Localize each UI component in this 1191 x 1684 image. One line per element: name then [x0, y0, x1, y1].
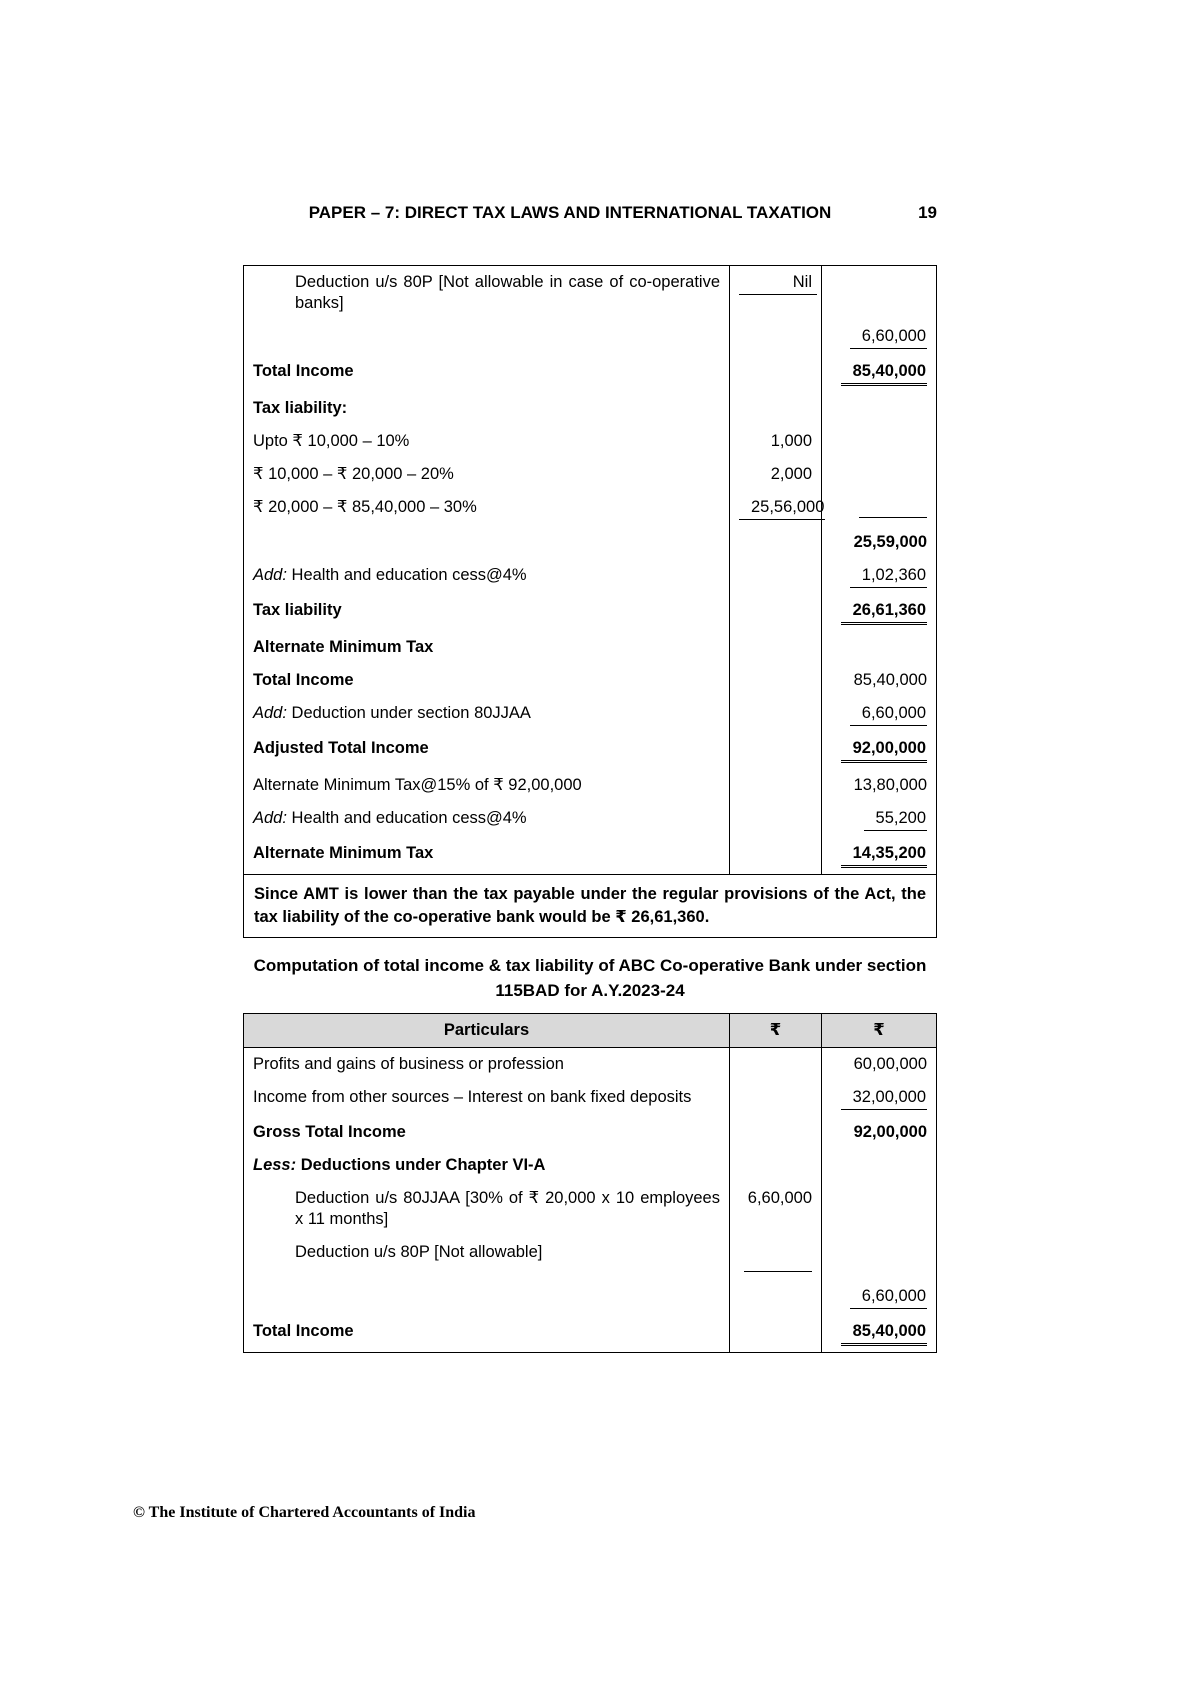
table-row — [244, 594, 936, 631]
table-row — [244, 802, 936, 837]
amount-value: 85,40,000 — [841, 361, 927, 386]
table-header-row — [244, 1014, 936, 1048]
amount-value: Nil — [739, 272, 817, 295]
table-row — [244, 491, 936, 526]
amount-value: 1,02,360 — [850, 565, 927, 588]
section-title — [243, 953, 937, 1003]
row-label: Deduction u/s 80JJAA [30% of ₹ 20,000 x 10 employees x 11 months] — [295, 1189, 720, 1228]
amount-cell — [821, 266, 936, 320]
amount-value: 2,000 — [770, 465, 812, 483]
row-label — [244, 526, 729, 559]
row-label — [244, 1280, 729, 1315]
row-label-prefix: Less: — [253, 1156, 297, 1174]
amount-cell — [729, 559, 821, 594]
table-row — [244, 458, 936, 491]
amount-value: 55,200 — [864, 808, 927, 831]
row-label: Alternate Minimum Tax — [253, 844, 434, 862]
amount-cell — [821, 1081, 936, 1116]
row-label-text: Health and education cess@4% — [286, 809, 527, 827]
amount-cell — [821, 1048, 936, 1081]
sum-rule-line — [744, 1271, 812, 1272]
tax-computation-table-1 — [243, 265, 937, 875]
amount-value: 32,00,000 — [841, 1087, 927, 1110]
row-label: Income from other sources – Interest on bank fixed deposits — [253, 1088, 692, 1106]
amount-cell — [729, 697, 821, 732]
page-header — [243, 203, 937, 223]
section-title-line2: 115BAD for A.Y.2023-24 — [495, 981, 685, 1000]
row-label-text: Deduction under section 80JJAA — [286, 704, 531, 722]
amount-cell — [821, 631, 936, 664]
row-label-prefix: Add: — [253, 704, 287, 722]
amount-cell — [729, 392, 821, 425]
table-row — [244, 526, 936, 559]
amount-value: 60,00,000 — [853, 1055, 927, 1073]
amount-cell — [821, 697, 936, 732]
row-label: Deduction u/s 80P [Not allowable in case of co-operative banks] — [295, 273, 720, 312]
amount-cell — [821, 769, 936, 802]
row-label — [244, 1149, 729, 1182]
amount-value: 6,60,000 — [850, 703, 927, 726]
amount-cell — [729, 837, 821, 874]
amount-cell — [821, 491, 936, 526]
table-row — [244, 559, 936, 594]
row-label: Tax liability — [253, 601, 342, 619]
row-label: Adjusted Total Income — [253, 739, 429, 757]
amount-value: 25,59,000 — [853, 533, 927, 551]
table-row — [244, 1149, 936, 1182]
amount-cell — [729, 732, 821, 769]
amount-cell — [729, 664, 821, 697]
amount-cell — [821, 802, 936, 837]
page-content — [243, 265, 937, 1353]
amount-cell — [729, 1081, 821, 1116]
amount-value: 92,00,000 — [853, 1123, 927, 1141]
amount-cell — [729, 1315, 821, 1352]
amount-value: 6,60,000 — [850, 1286, 927, 1309]
amount-cell — [821, 732, 936, 769]
page-number: 19 — [918, 203, 937, 222]
amount-cell — [821, 559, 936, 594]
copyright-footer: © The Institute of Chartered Accountants of India — [133, 1504, 476, 1521]
amount-cell — [821, 1280, 936, 1315]
table-row — [244, 697, 936, 732]
row-label: Total Income — [253, 1322, 354, 1340]
row-label: ₹ 20,000 – ₹ 85,40,000 – 30% — [253, 498, 477, 516]
amount-cell — [729, 802, 821, 837]
table-row — [244, 769, 936, 802]
section-title-line1: Computation of total income & tax liability of ABC Co-operative Bank under section — [253, 956, 927, 975]
amount-cell — [821, 664, 936, 697]
row-label-text: Deductions under Chapter VI-A — [296, 1156, 546, 1174]
table-row — [244, 1048, 936, 1081]
table-row — [244, 732, 936, 769]
amount-cell — [729, 458, 821, 491]
amount-cell — [821, 355, 936, 392]
table-row — [244, 266, 936, 320]
amount-cell — [729, 355, 821, 392]
tax-computation-table-2 — [243, 1013, 937, 1353]
row-label: Total Income — [253, 362, 354, 380]
row-label: Alternate Minimum Tax@15% of ₹ 92,00,000 — [253, 776, 582, 794]
amount-cell — [821, 1149, 936, 1182]
row-label: ₹ 10,000 – ₹ 20,000 – 20% — [253, 465, 454, 483]
table-row — [244, 664, 936, 697]
row-label: Deduction u/s 80P [Not allowable] — [295, 1243, 543, 1261]
amount-cell — [821, 1315, 936, 1352]
amount-cell — [729, 1149, 821, 1182]
amount-cell — [821, 1116, 936, 1149]
table-row — [244, 1081, 936, 1116]
table-row — [244, 837, 936, 874]
amount-value: 6,60,000 — [747, 1189, 812, 1207]
row-label: Total Income — [253, 671, 354, 689]
row-label-prefix: Add: — [253, 809, 287, 827]
amount-cell — [729, 526, 821, 559]
amount-cell — [821, 526, 936, 559]
amount-cell — [729, 1236, 821, 1280]
amount-cell — [729, 1280, 821, 1315]
row-label: Upto ₹ 10,000 – 10% — [253, 432, 410, 450]
header-rupee-2: ₹ — [821, 1014, 936, 1047]
amount-value: 13,80,000 — [853, 776, 927, 794]
amount-cell — [729, 320, 821, 355]
row-label: Tax liability: — [253, 399, 348, 417]
amount-cell — [821, 837, 936, 874]
row-label-prefix: Add: — [253, 566, 287, 584]
table-row — [244, 631, 936, 664]
table-row — [244, 1236, 936, 1280]
row-label-text: Health and education cess@4% — [286, 566, 527, 584]
amount-value: 85,40,000 — [841, 1321, 927, 1346]
table-row — [244, 320, 936, 355]
amount-cell — [729, 631, 821, 664]
amt-conclusion-note: Since AMT is lower than the tax payable under the regular provisions of the Act, the tax liability of the co-operative bank would be ₹ 26,61,360. — [243, 874, 937, 938]
table-row — [244, 425, 936, 458]
row-label — [244, 802, 729, 837]
amount-cell — [729, 1048, 821, 1081]
table-row — [244, 1182, 936, 1236]
page-title: PAPER – 7: DIRECT TAX LAWS AND INTERNATIONAL TAXATION — [308, 203, 832, 222]
amount-value: 6,60,000 — [850, 326, 927, 349]
table-row — [244, 355, 936, 392]
amount-cell — [729, 1116, 821, 1149]
amount-cell — [729, 594, 821, 631]
amount-cell — [729, 425, 821, 458]
header-particulars: Particulars — [443, 1021, 530, 1039]
row-label — [244, 559, 729, 594]
row-label — [244, 320, 729, 355]
amount-value: 92,00,000 — [841, 738, 927, 763]
amount-cell — [729, 1182, 821, 1236]
amount-value: 26,61,360 — [841, 600, 927, 625]
amount-cell — [821, 392, 936, 425]
row-label: Profits and gains of business or profession — [253, 1055, 564, 1073]
row-label — [244, 697, 729, 732]
amount-cell — [821, 1236, 936, 1280]
table-row — [244, 1116, 936, 1149]
table-row — [244, 1280, 936, 1315]
amount-cell — [821, 1182, 936, 1236]
amount-value: 14,35,200 — [841, 843, 927, 868]
sum-rule-line — [859, 517, 927, 518]
amount-value: 85,40,000 — [853, 671, 927, 689]
table-row — [244, 1315, 936, 1352]
amount-value: 1,000 — [770, 432, 812, 450]
amount-value: 25,56,000 — [739, 497, 825, 520]
amount-cell — [729, 266, 821, 320]
amount-cell — [729, 769, 821, 802]
amount-cell — [821, 425, 936, 458]
table-row — [244, 392, 936, 425]
amount-cell — [821, 458, 936, 491]
row-label: Gross Total Income — [253, 1123, 406, 1141]
header-rupee-1: ₹ — [729, 1014, 821, 1047]
amount-cell — [729, 491, 825, 526]
row-label: Alternate Minimum Tax — [253, 638, 434, 656]
amount-cell — [821, 320, 936, 355]
amount-cell — [821, 594, 936, 631]
